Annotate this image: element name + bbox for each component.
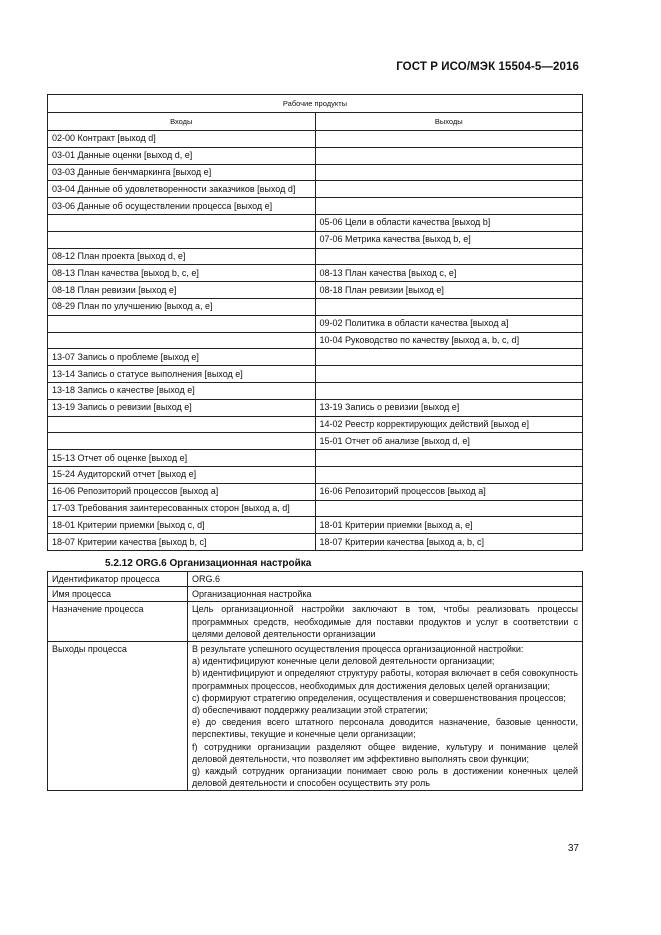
process-table (47, 571, 583, 791)
work-product-input-cell: 17-03 Требования заинтересованных сторон [выход a, d] (48, 500, 316, 517)
work-product-output-cell (315, 198, 583, 215)
work-product-row (48, 214, 583, 231)
work-product-output-cell (315, 366, 583, 383)
work-product-row (48, 231, 583, 248)
work-product-row (48, 332, 583, 349)
work-product-row (48, 416, 583, 433)
work-product-input-cell: 18-07 Критерии качества [выход b, c] (48, 534, 316, 551)
work-product-output-cell: 18-01 Критерии приемки [выход a, e] (315, 517, 583, 534)
process-outputs-label: Выходы процесса (48, 642, 188, 791)
output-item: b) идентифицируют и определяют структуру работы, которая включает в себя совокупность программных процессов, необходимых для достижения деловых целей организации; (192, 668, 578, 691)
work-product-output-cell (315, 450, 583, 467)
work-products-body (48, 131, 583, 551)
work-product-input-cell (48, 416, 316, 433)
work-product-input-cell: 13-19 Запись о ревизии [выход e] (48, 399, 316, 416)
work-product-output-cell (315, 164, 583, 181)
outputs-column-header: Выходы (315, 113, 583, 131)
work-product-input-cell: 13-18 Запись о качестве [выход e] (48, 382, 316, 399)
work-product-input-cell: 08-13 План качества [выход b, c, e] (48, 265, 316, 282)
work-product-output-cell: 14-02 Реестр корректирующих действий [выход e] (315, 416, 583, 433)
process-id-row (48, 572, 583, 587)
work-product-row (48, 164, 583, 181)
work-product-row (48, 282, 583, 299)
work-product-output-cell: 10-04 Руководство по качеству [выход a, b, c, d] (315, 332, 583, 349)
work-product-row (48, 265, 583, 282)
work-product-row (48, 147, 583, 164)
work-product-input-cell: 03-06 Данные об осуществлении процесса [выход e] (48, 198, 316, 215)
work-product-row (48, 382, 583, 399)
work-product-row (48, 248, 583, 265)
work-product-output-cell (315, 147, 583, 164)
work-product-output-cell: 18-07 Критерии качества [выход a, b, c] (315, 534, 583, 551)
work-product-output-cell (315, 298, 583, 315)
output-item: g) каждый сотрудник организации понимает свою роль в достижении конечных целей деловой деятельности и способен осуществить эту роль (192, 766, 578, 789)
work-product-input-cell: 13-14 Запись о статусе выполнения [выход e] (48, 366, 316, 383)
work-product-output-cell (315, 466, 583, 483)
section-title: 5.2.12 ORG.6 Организационная настройка (105, 558, 312, 569)
work-product-input-cell: 13-07 Запись о проблеме [выход e] (48, 349, 316, 366)
work-product-output-cell (315, 131, 583, 148)
work-product-output-cell: 16-06 Репозиторий процессов [выход a] (315, 483, 583, 500)
process-name-label: Имя процесса (48, 587, 188, 602)
work-product-input-cell (48, 231, 316, 248)
work-product-row (48, 181, 583, 198)
work-product-output-cell: 13-19 Запись о ревизии [выход e] (315, 399, 583, 416)
work-product-input-cell: 16-06 Репозиторий процессов [выход a] (48, 483, 316, 500)
work-product-input-cell: 08-29 План по улучшению [выход a, e] (48, 298, 316, 315)
work-products-title: Рабочие продукты (48, 95, 583, 113)
work-products-table (47, 94, 583, 551)
work-product-input-cell (48, 315, 316, 332)
process-purpose-value: Цель организационной настройки заключают в том, чтобы реализовать процессы программных средств, необходимые для поставки продуктов и услуг в соответствии с целями деловой деятельности организации (188, 602, 583, 642)
work-product-row (48, 517, 583, 534)
process-outputs-row (48, 642, 583, 791)
process-outputs-value (188, 642, 583, 791)
work-product-input-cell: 18-01 Критерии приемки [выход c, d] (48, 517, 316, 534)
work-product-output-cell (315, 248, 583, 265)
process-name-value: Организационная настройка (188, 587, 583, 602)
output-item: c) формируют стратегию определения, осуществления и совершенствования процессов; (192, 692, 566, 703)
work-product-row (48, 399, 583, 416)
work-product-input-cell (48, 214, 316, 231)
work-product-input-cell (48, 433, 316, 450)
page-number: 37 (567, 843, 579, 854)
output-item: d) обеспечивают поддержку реализации этой стратегии; (192, 705, 428, 716)
work-product-input-cell: 15-13 Отчет об оценке [выход e] (48, 450, 316, 467)
work-product-row (48, 433, 583, 450)
work-product-output-cell (315, 349, 583, 366)
process-name-row (48, 587, 583, 602)
work-product-row (48, 349, 583, 366)
work-product-row (48, 198, 583, 215)
work-product-input-cell: 02-00 Контракт [выход d] (48, 131, 316, 148)
work-product-output-cell (315, 382, 583, 399)
work-product-output-cell: 07-06 Метрика качества [выход b, e] (315, 231, 583, 248)
work-product-row (48, 534, 583, 551)
process-purpose-label: Назначение процесса (48, 602, 188, 642)
work-product-row (48, 131, 583, 148)
work-product-output-cell: 08-13 План качества [выход c, e] (315, 265, 583, 282)
work-product-row (48, 483, 583, 500)
work-product-output-cell: 09-02 Политика в области качества [выход a] (315, 315, 583, 332)
work-product-output-cell: 08-18 План ревизии [выход e] (315, 282, 583, 299)
work-product-input-cell: 03-04 Данные об удовлетворенности заказчиков [выход d] (48, 181, 316, 198)
work-product-row (48, 366, 583, 383)
work-product-row (48, 500, 583, 517)
process-id-label: Идентификатор процесса (48, 572, 188, 587)
output-item: e) до сведения всего штатного персонала доводится назначение, базовые ценности, перспективы, текущие и конечные цели организации; (192, 717, 578, 740)
work-product-input-cell: 08-18 План ревизии [выход e] (48, 282, 316, 299)
work-product-output-cell (315, 181, 583, 198)
work-product-input-cell: 03-03 Данные бенчмаркинга [выход e] (48, 164, 316, 181)
work-product-input-cell: 08-12 План проекта [выход d, e] (48, 248, 316, 265)
output-item: a) идентифицируют конечные цели деловой деятельности организации; (192, 656, 495, 667)
document-header: ГОСТ Р ИСО/МЭК 15504-5—2016 (396, 61, 579, 73)
inputs-column-header: Входы (48, 113, 316, 131)
process-purpose-row (48, 602, 583, 642)
outputs-intro: В результате успешного осуществления процесса организационной настройки: (192, 644, 524, 655)
output-item: f) сотрудники организации разделяют общее видение, культуру и понимание целей деловой деятельности, что позволяет им эффективно выполнять свои функции; (192, 741, 578, 764)
work-product-row (48, 466, 583, 483)
work-product-row (48, 298, 583, 315)
work-product-row (48, 450, 583, 467)
work-product-output-cell: 05-06 Цели в области качества [выход b] (315, 214, 583, 231)
work-product-input-cell (48, 332, 316, 349)
process-id-value: ORG.6 (188, 572, 583, 587)
work-product-output-cell (315, 500, 583, 517)
work-product-row (48, 315, 583, 332)
work-product-input-cell: 15-24 Аудиторский отчет [выход e] (48, 466, 316, 483)
work-product-output-cell: 15-01 Отчет об анализе [выход d, e] (315, 433, 583, 450)
outputs-list (192, 655, 578, 789)
work-product-input-cell: 03-01 Данные оценки [выход d, e] (48, 147, 316, 164)
